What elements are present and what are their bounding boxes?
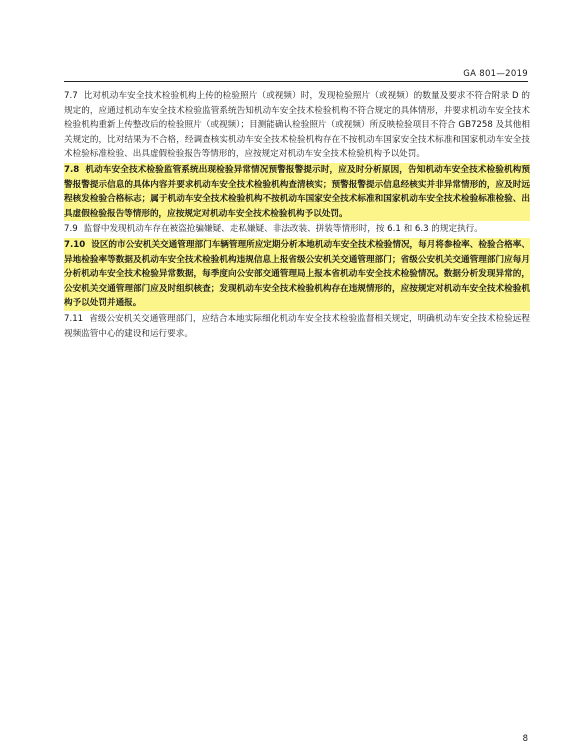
section-number: 7.9 [64,224,78,235]
section-text: 设区的市公安机关交通管理部门车辆管理所应定期分析本地机动车安全技术检验情况，每月将参检率、检验合格率、异地检验率等数据及机动车安全技术检验机构违规信息上报省级公安机关交通管理部门；省级公安机关交通管理部门应每月分析机动车安全技术检验异常数据，每季度向公安部交通管理局上报本省机动车安全技术检验情况。数据分析发现异常的，公安机关交通管理部门应及时组织核查；发现机动车安全技术检验机构存在违规情形的，应按规定对机动车安全技术检验机构予以处罚并通报。 [64,239,530,309]
section-text: 监督中发现机动车存在被盗抢骗嫌疑、走私嫌疑、非法改装、拼装等情形时，按 6.1 和 6.3 的规定执行。 [83,224,483,235]
section-7-9 [64,222,530,237]
header-divider [64,81,528,82]
section-7-10 [64,238,530,311]
section-number: 7.8 [64,164,80,175]
section-text: 省级公安机关交通管理部门，应结合本地实际细化机动车安全技术检验监督相关规定，明确机动车安全技术检验远程视频监管中心的建设和运行要求。 [64,313,530,339]
section-7-7 [64,89,530,162]
section-number: 7.11 [64,313,84,324]
section-number: 7.7 [64,91,78,101]
document-code: GA 801—2019 [463,69,528,79]
section-text: 机动车安全技术检验监管系统出现检验异常情况预警报警提示时，应及时分析原因，告知机动车安全技术检验机构预警报警提示信息的具体内容并要求机动车安全技术检验机构查清核实；预警报警提示信息经核实并非异常情形的，应及时远程核发检验合格标志；属于机动车安全技术检验机构不按机动车国家安全技术标准和国家机动车安全技术检验标准检验、出具虚假检验报告等情形的，应按规定对机动车安全技术检验机构予以处罚。 [64,164,530,219]
section-7-8 [64,163,530,221]
section-7-11 [64,312,530,341]
page-number: 8 [522,734,528,744]
section-number: 7.10 [64,239,86,250]
section-text: 比对机动车安全技术检验机构上传的检验照片（或视频）时，发现检验照片（或视频）的数量及要求不符合附录 D 的规定的，应通过机动车安全技术检验监管系统告知机动车安全技术检验机构不符合规定的具体情形，并要求机动车安全技术检验机构重新上传整改后的检验照片（或视频）；目测能确认检验照片（或视频）所反映检验项目不符合 GB7258 及其他相关规定的，比对结果为不合格，经调查核实机动车安全技术检验机构存在不按机动车国家安全技术标准和国家机动车安全技术检验标准检验、出具虚假检验报告等情形的，应按规定对机动车安全技术检验机构予以处罚。 [64,91,530,160]
document-body [64,89,530,341]
